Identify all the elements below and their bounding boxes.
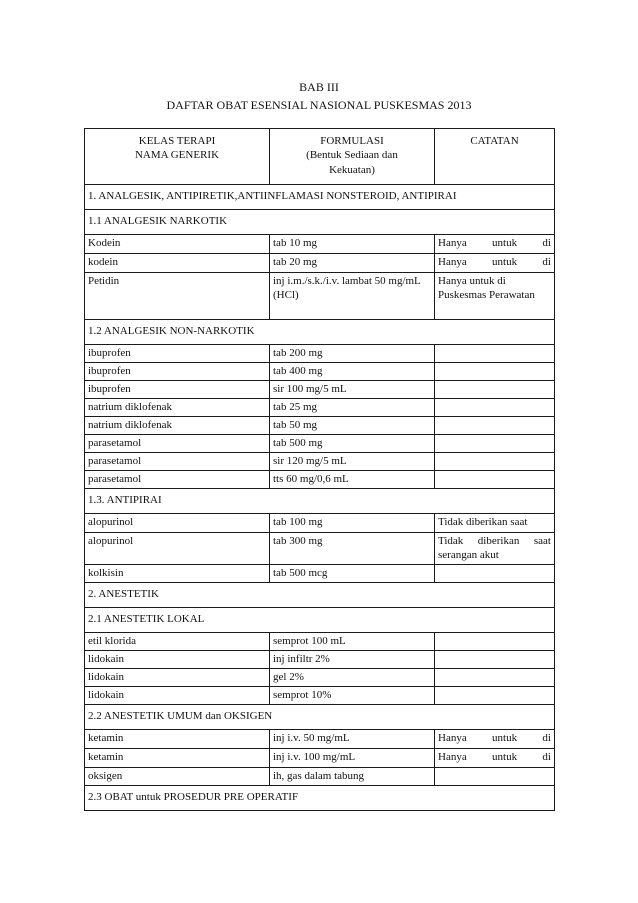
drug-note [435,417,555,435]
drug-note [435,235,555,254]
drug-formulation: semprot 100 mL [270,633,435,651]
drug-formulation: inj i.v. 100 mg/mL [270,749,435,768]
drug-note-text: Hanya untuk di [438,256,551,268]
drug-formulation: tab 20 mg [270,254,435,273]
table-row [85,768,555,786]
table-row [85,749,555,768]
drug-note [435,565,555,583]
section-1-2-heading: 1.2 ANALGESIK NON-NARKOTIK [85,320,555,345]
drug-note [435,669,555,687]
drug-formulation: sir 100 mg/5 mL [270,381,435,399]
table-row [85,435,555,453]
drug-formulation: tab 200 mg [270,345,435,363]
table-row [85,565,555,583]
drug-name: alopurinol [85,514,270,533]
section-1-1-heading: 1.1 ANALGESIK NARKOTIK [85,210,555,235]
section-2-1-heading: 2.1 ANESTETIK LOKAL [85,608,555,633]
table-row [85,235,555,254]
drug-formulation: inj i.m./s.k./i.v. lambat 50 mg/mL (HCl) [270,273,435,320]
table-row [85,345,555,363]
header-col2-line1: FORMULASI [320,135,384,147]
drug-formulation: sir 120 mg/5 mL [270,453,435,471]
header-col2-line3: Kekuatan) [329,163,375,176]
drug-formulation: tab 50 mg [270,417,435,435]
drug-name: Petidin [85,273,270,320]
drug-note [435,471,555,489]
drug-note-text: Hanya untuk di [438,237,551,249]
header-col2-line2: (Bentuk Sediaan dan [306,149,398,162]
drug-note [435,363,555,381]
drug-formulation: gel 2% [270,669,435,687]
table-row [85,533,555,565]
table-row [85,633,555,651]
table-row [85,687,555,705]
drug-note [435,687,555,705]
section-row [85,583,555,608]
table-row [85,453,555,471]
table-row [85,471,555,489]
drug-formulation: inj i.v. 50 mg/mL [270,730,435,749]
drug-name: kodein [85,254,270,273]
drug-note [435,768,555,786]
section-row [85,210,555,235]
section-2-2-heading: 2.2 ANESTETIK UMUM dan OKSIGEN [85,705,555,730]
section-row [85,489,555,514]
table-header-row [85,129,555,185]
drug-name: ketamin [85,749,270,768]
drug-name: lidokain [85,687,270,705]
drug-note [435,749,555,768]
table-row [85,669,555,687]
section-row [85,705,555,730]
header-col3: CATATAN [470,135,519,147]
drug-name: ibuprofen [85,363,270,381]
drug-name: parasetamol [85,435,270,453]
table-row [85,273,555,320]
drug-formulation: tab 100 mg [270,514,435,533]
drug-note [435,345,555,363]
drug-formulation: tab 400 mg [270,363,435,381]
drug-note [435,435,555,453]
drug-note [435,254,555,273]
drug-name: natrium diklofenak [85,399,270,417]
drug-note: Tidak diberikan saat [435,514,555,533]
drug-name: alopurinol [85,533,270,565]
drug-formulation: tab 25 mg [270,399,435,417]
drug-note-text: Hanya untuk di [438,732,551,744]
drug-name: parasetamol [85,453,270,471]
drug-name: ibuprofen [85,345,270,363]
drug-formulation: inj infiltr 2% [270,651,435,669]
section-1-heading: 1. ANALGESIK, ANTIPIRETIK,ANTIINFLAMASI NONSTEROID, ANTIPIRAI [85,185,555,210]
chapter-label: BAB III [299,80,339,94]
table-row [85,730,555,749]
drug-formulation: tts 60 mg/0,6 mL [270,471,435,489]
section-row [85,320,555,345]
drug-note: Tidak diberikan saat serangan akut [435,533,555,565]
section-2-heading: 2. ANESTETIK [85,583,555,608]
section-row [85,185,555,210]
header-kelas-terapi [85,129,270,185]
drug-name: ibuprofen [85,381,270,399]
drug-formulation: tab 10 mg [270,235,435,254]
table-row [85,651,555,669]
drug-list-table [84,128,555,811]
header-catatan [435,129,555,185]
drug-formulation: tab 500 mcg [270,565,435,583]
drug-note [435,453,555,471]
table-row [85,417,555,435]
table-row [85,363,555,381]
drug-name: kolkisin [85,565,270,583]
table-row [85,399,555,417]
drug-name: parasetamol [85,471,270,489]
header-col1-line1: KELAS TERAPI [138,135,216,147]
drug-note [435,651,555,669]
drug-formulation: ih, gas dalam tabung [270,768,435,786]
drug-formulation: tab 500 mg [270,435,435,453]
document-title: DAFTAR OBAT ESENSIAL NASIONAL PUSKESMAS 2013 [166,98,472,112]
table-row [85,254,555,273]
section-row [85,608,555,633]
drug-formulation: semprot 10% [270,687,435,705]
drug-formulation: tab 300 mg [270,533,435,565]
drug-name: etil klorida [85,633,270,651]
table-row [85,381,555,399]
drug-name: Kodein [85,235,270,254]
drug-name: ketamin [85,730,270,749]
header-formulasi [270,129,435,185]
section-row [85,786,555,811]
header-col1-line2: NAMA GENERIK [134,149,220,162]
section-2-3-heading: 2.3 OBAT untuk PROSEDUR PRE OPERATIF [85,786,555,811]
drug-note-text: Hanya untuk di [438,751,551,763]
drug-name: lidokain [85,651,270,669]
drug-name: natrium diklofenak [85,417,270,435]
section-1-3-heading: 1.3. ANTIPIRAI [85,489,555,514]
drug-note: Hanya untuk di Puskesmas Perawatan [435,273,555,320]
drug-note [435,399,555,417]
drug-name: oksigen [85,768,270,786]
drug-name: lidokain [85,669,270,687]
drug-note [435,730,555,749]
drug-note [435,381,555,399]
drug-note [435,633,555,651]
table-row [85,514,555,533]
